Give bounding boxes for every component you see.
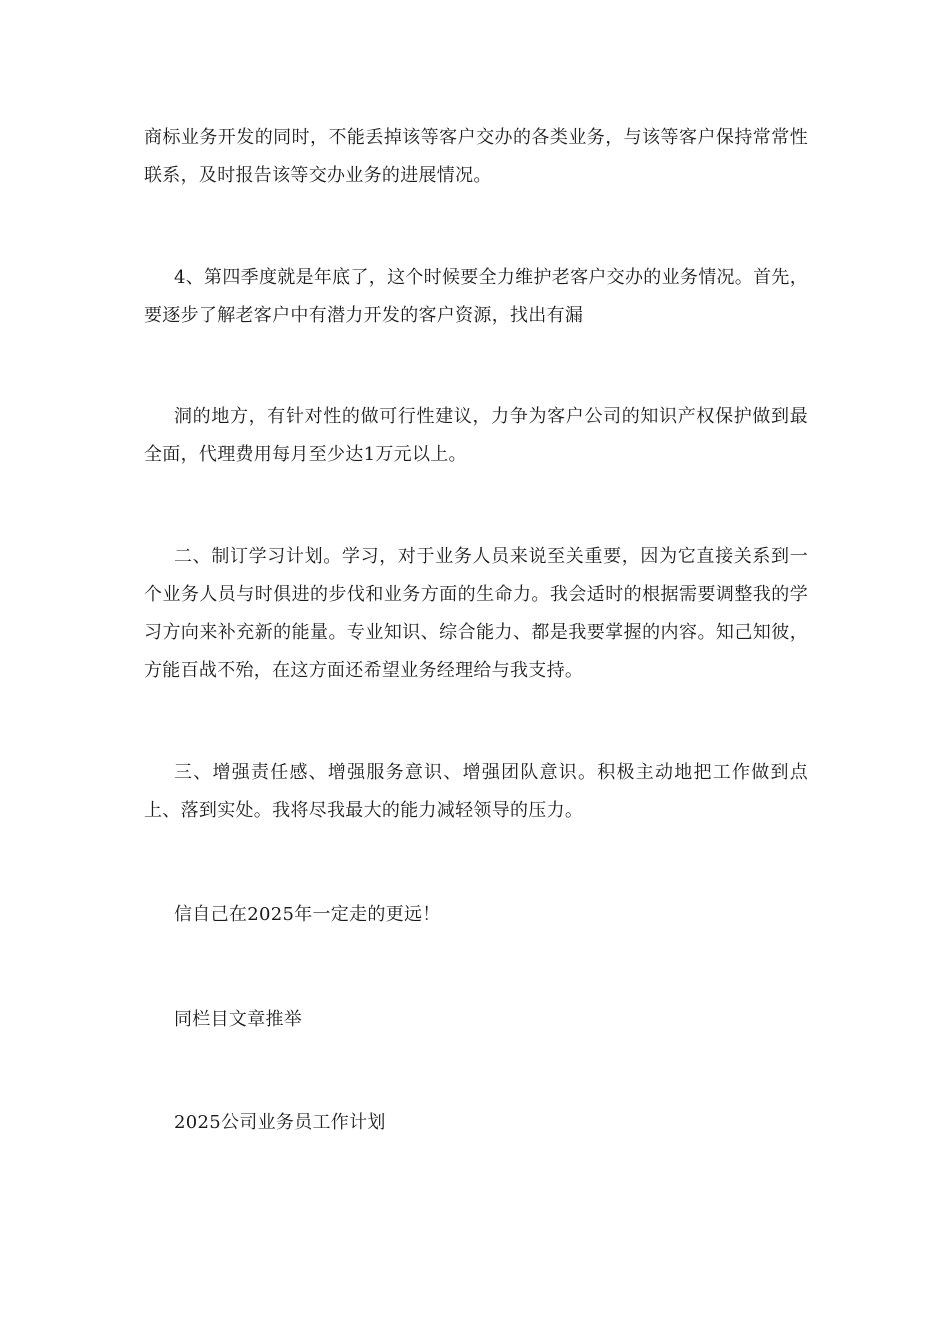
related-articles-heading: 同栏目文章推举 <box>174 1009 303 1030</box>
related-article-link[interactable]: 2025公司业务员工作计划 <box>174 1112 386 1133</box>
paragraph-fourth-quarter: 4、第四季度就是年底了，这个时候要全力维护老客户交办的业务情况。首先，要逐步了解老客户中有潜力开发的客户资源，找出有漏 <box>144 267 808 326</box>
paragraph-client-maintenance: 商标业务开发的同时，不能丢掉该等客户交办的各类业务，与该等客户保持常常性联系，及时报告该等交办业务的进展情况。 <box>144 127 808 186</box>
paragraph-study-plan: 二、制订学习计划。学习，对于业务人员来说至关重要，因为它直接关系到一个业务人员与时俱进的步伐和业务方面的生命力。我会适时的根据需要调整我的学习方向来补充新的能量。专业知识、综合能力、都是我要掌握的内容。知己知彼，方能百战不殆，在这方面还希望业务经理给与我支持。 <box>144 546 808 681</box>
paragraph-ip-protection: 洞的地方，有针对性的做可行性建议，力争为客户公司的知识产权保护做到最全面，代理费用每月至少达1万元以上。 <box>144 406 808 465</box>
paragraph-closing-line: 信自己在2025年一定走的更远！ <box>174 904 441 925</box>
paragraph-responsibility: 三、增强责任感、增强服务意识、增强团队意识。积极主动地把工作做到点上、落到实处。我将尽我最大的能力减轻领导的压力。 <box>144 762 808 821</box>
